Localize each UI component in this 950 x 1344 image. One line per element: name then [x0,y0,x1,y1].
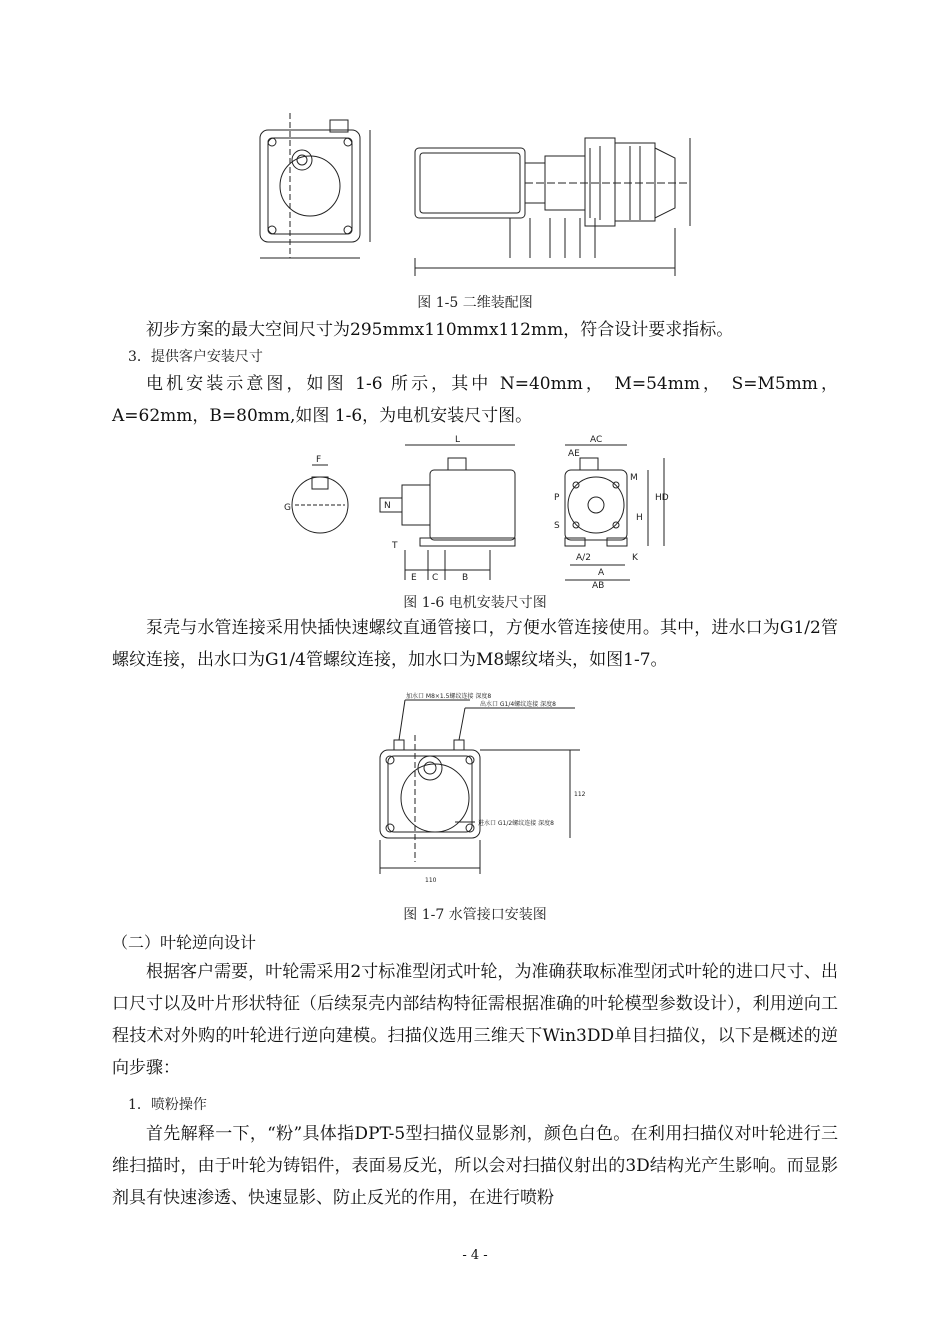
paragraph-powder: 首先解释一下，“粉”具体指DPT-5型扫描仪显影剂，颜色白色。在利用扫描仪对叶轮进行三维扫描时，由于叶轮为铸铝件，表面易反光，所以会对扫描仪射出的3D结构光产生影响。而显影剂具有快速渗透、快速显影、防止反光的作用，在进行喷粉 [112,1124,838,1208]
step-1-title: 1．喷粉操作 [128,1097,207,1113]
label-AB: AB [592,581,605,590]
paragraph-impeller: 根据客户需要，叶轮需采用2寸标准型闭式叶轮，为准确获取标准型闭式叶轮的进口尺寸、出口尺寸以及叶片形状特征（后续泵壳内部结构特征需根据准确的叶轮模型参数设计），利用逆向工程技术对外购的叶轮进行逆向建模。扫描仪选用三维天下Win3DD单目扫描仪，以下是概述的逆向步骤： [112,962,838,1078]
section-2-title: （二）叶轮逆向设计 [112,933,257,952]
label-S: S [554,521,560,531]
label-AE: AE [568,449,580,459]
figure-1-5-assembly-drawing [250,108,700,288]
label-K: K [632,553,638,563]
label-L: L [455,435,461,445]
label-H: H [636,513,643,523]
dim-width: 110 [425,877,437,884]
label-F: F [316,455,322,465]
label-A2: A/2 [576,553,591,563]
label-P: P [554,493,560,503]
label-A: A [598,568,605,578]
section-3-title: 3．提供客户安装尺寸 [128,349,263,365]
label-inlet: 进水口 G1/2螺纹连接 深度8 [478,820,554,827]
paragraph-space-dimensions: 初步方案的最大空间尺寸为295mmx110mmx112mm，符合设计要求指标。 [146,320,734,340]
label-M: M [630,473,638,483]
figure-1-7-caption: 图 1-7 水管接口安装图 [403,907,547,923]
dim-height: 112 [574,791,586,798]
label-B: B [462,573,469,583]
figure-1-6-motor-drawing [280,430,680,590]
figure-1-5-caption: 图 1-5 二维装配图 [417,295,533,311]
label-T: T [392,541,398,551]
label-outlet: 出水口 G1/4螺纹连接 深度8 [480,701,556,708]
figure-1-6-caption: 图 1-6 电机安装尺寸图 [403,595,547,611]
label-E: E [411,573,417,583]
label-N: N [384,501,391,511]
pipe-drawing-svg [360,690,600,900]
label-add-water: 加水口 M8×1.5螺纹连接 深度8 [406,693,492,700]
paragraph-pipe-connection: 泵壳与水管连接采用快插快速螺纹直通管接口，方便水管连接使用。其中，进水口为G1/2管螺纹连接，出水口为G1/4管螺纹连接，加水口为M8螺纹堵头，如图1-7。 [112,618,838,670]
label-C: C [432,573,439,583]
assembly-drawing-svg [250,108,700,288]
paragraph-motor-install: 电机安装示意图，如图 1-6 所示，其中 N=40mm， M=54mm， S=M5mm，A=62mm，B=80mm,如图 1-6，为电机安装尺寸图。 [112,374,838,426]
label-AC: AC [590,435,603,445]
label-G: G [284,503,291,513]
page-number: - 4 - [462,1248,488,1263]
motor-drawing-svg [280,430,680,590]
label-HD: HD [655,493,669,503]
figure-1-7-pipe-drawing [360,690,600,900]
